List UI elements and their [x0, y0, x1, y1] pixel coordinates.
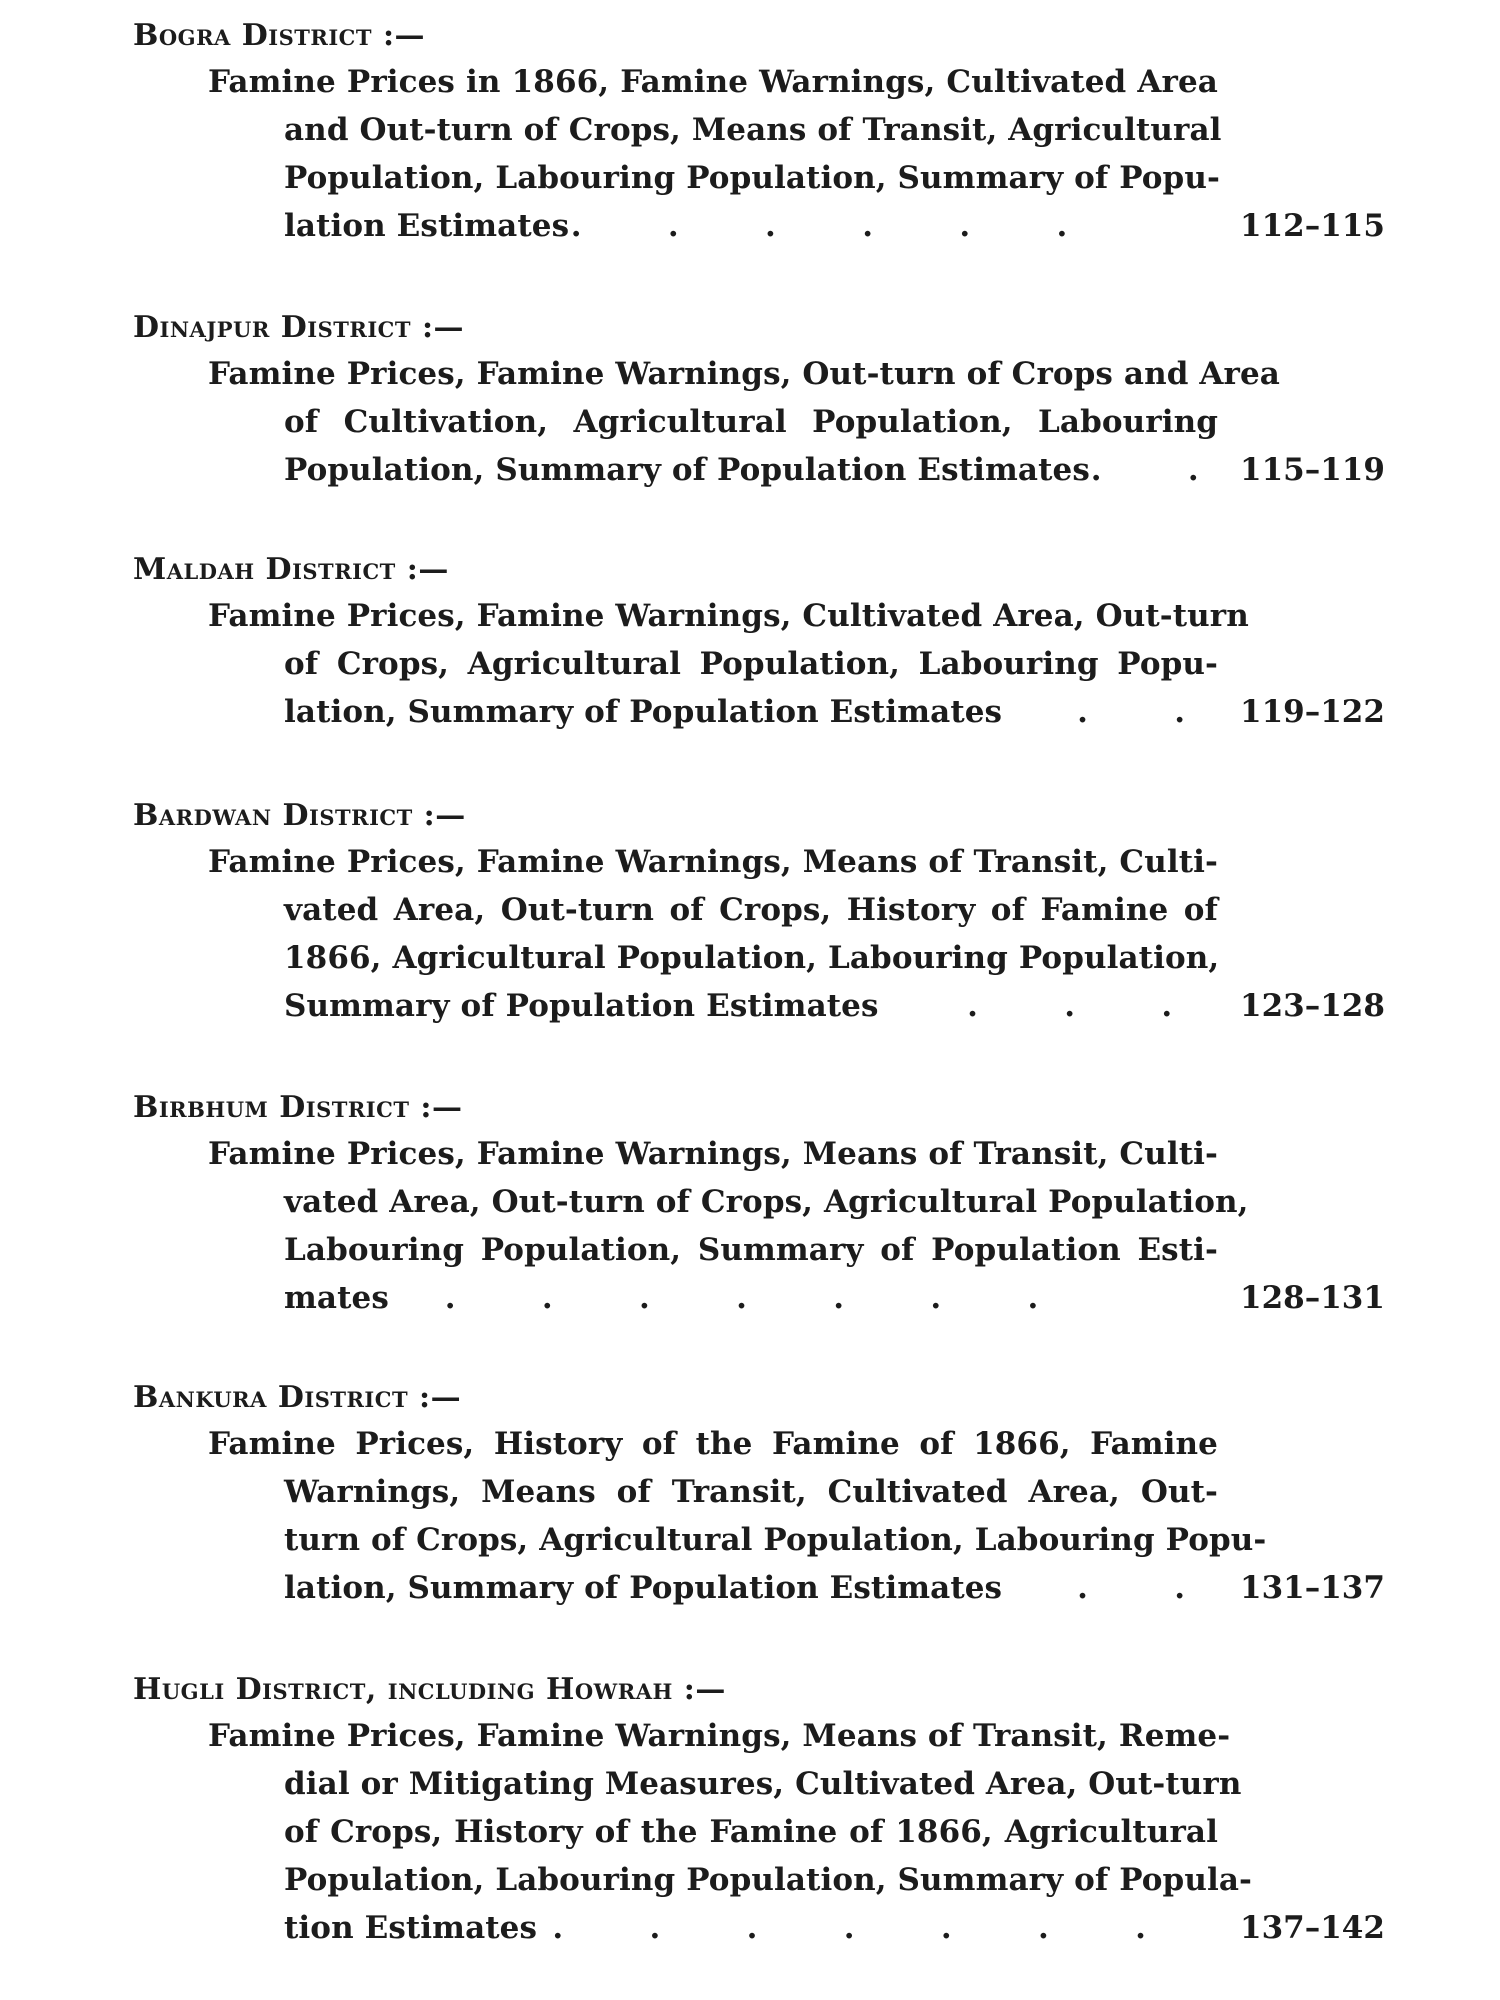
entry-text-line: Labouring Population, Summary of Population Esti-	[284, 1232, 1218, 1268]
entry-text-line: turn of Crops, Agricultural Population, Labouring Popu-	[284, 1522, 1267, 1558]
dot-leader: . .	[1080, 452, 1199, 488]
dot-leader: . . . . . . .	[520, 1910, 1146, 1946]
entry-text-line: tion Estimates	[284, 1910, 538, 1946]
dot-leader: . . .	[870, 988, 1173, 1024]
page-range: 119–122	[1240, 694, 1385, 730]
entry-text-line: Famine Prices, Famine Warnings, Means of Transit, Culti-	[208, 1136, 1218, 1172]
district-heading: Bankura District :—	[133, 1380, 462, 1415]
page-range: 115–119	[1240, 452, 1385, 488]
entry-text-line: Population, Summary of Population Estimates	[284, 452, 1090, 488]
district-heading: Dinajpur District :—	[133, 310, 465, 345]
entry-text-line: Famine Prices, Famine Warnings, Out-turn of Crops and Area	[208, 356, 1280, 392]
entry-text-line: lation Estimates	[284, 208, 570, 244]
district-heading: Maldah District :—	[133, 552, 449, 587]
entry-text-line: lation, Summary of Population Estimates	[284, 1570, 1003, 1606]
dot-leader: . .	[980, 694, 1186, 730]
district-heading: Bardwan District :—	[133, 798, 466, 833]
entry-text-line: mates	[284, 1280, 389, 1316]
entry-text-line: vated Area, Out-turn of Crops, History of Famine of	[284, 892, 1218, 928]
entry-text-line: Population, Labouring Population, Summary of Popu-	[284, 160, 1220, 196]
dot-leader: . . . . . . .	[380, 1280, 1039, 1316]
district-heading: Birbhum District :—	[133, 1090, 463, 1125]
page-range: 131–137	[1240, 1570, 1385, 1606]
page-range: 123–128	[1240, 988, 1385, 1024]
district-heading: Hugli District, including Howrah :—	[133, 1672, 726, 1707]
entry-text-line: dial or Mitigating Measures, Cultivated Area, Out-turn	[284, 1766, 1242, 1802]
entry-text-line: Famine Prices, History of the Famine of 1866, Famine	[208, 1426, 1218, 1462]
entry-text-line: Famine Prices, Famine Warnings, Cultivated Area, Out-turn	[208, 598, 1249, 634]
entry-text-line: Famine Prices in 1866, Famine Warnings, Cultivated Area	[208, 64, 1218, 100]
page-range: 112–115	[1240, 208, 1385, 244]
entry-text-line: Warnings, Means of Transit, Cultivated Area, Out-	[284, 1474, 1218, 1510]
dot-leader: . .	[980, 1570, 1186, 1606]
district-heading: Bogra District :—	[133, 18, 426, 53]
entry-text-line: Famine Prices, Famine Warnings, Means of Transit, Reme-	[208, 1718, 1231, 1754]
entry-text-line: Famine Prices, Famine Warnings, Means of Transit, Culti-	[208, 844, 1218, 880]
entry-text-line: Population, Labouring Population, Summary of Popula-	[284, 1862, 1253, 1898]
entry-text-line: lation, Summary of Population Estimates	[284, 694, 1003, 730]
entry-text-line: of Crops, History of the Famine of 1866, Agricultural	[284, 1814, 1218, 1850]
entry-text-line: Summary of Population Estimates	[284, 988, 879, 1024]
entry-text-line: vated Area, Out-turn of Crops, Agricultural Population,	[284, 1184, 1249, 1220]
entry-text-line: of Crops, Agricultural Population, Labouring Popu-	[284, 646, 1218, 682]
dot-leader: . . . . . .	[560, 208, 1068, 244]
entry-text-line: and Out-turn of Crops, Means of Transit, Agricultural	[284, 112, 1222, 148]
entry-text-line: of Cultivation, Agricultural Population, Labouring	[284, 404, 1218, 440]
page-range: 128–131	[1240, 1280, 1385, 1316]
page-range: 137–142	[1240, 1910, 1385, 1946]
entry-text-line: 1866, Agricultural Population, Labouring Population,	[284, 940, 1220, 976]
